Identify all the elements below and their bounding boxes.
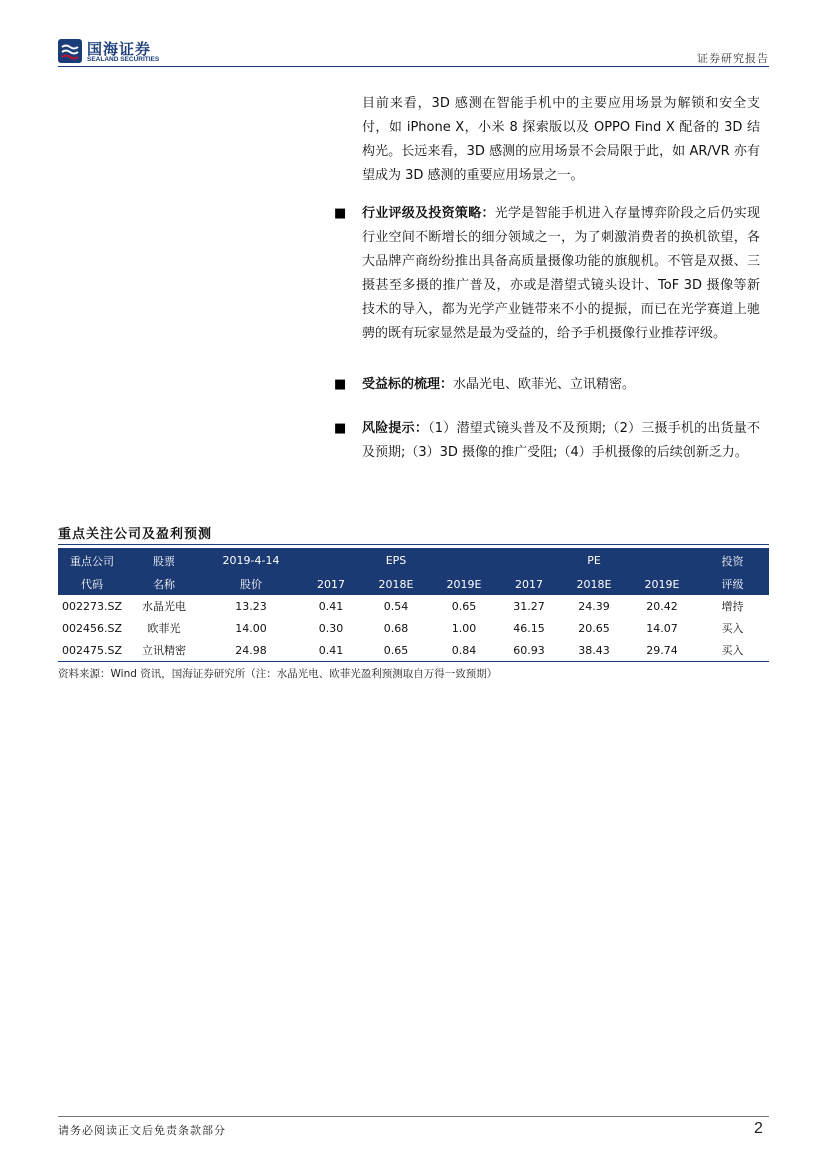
table-cell: 31.27	[513, 599, 545, 613]
table-cell: 买入	[696, 639, 769, 662]
bullet-body	[362, 373, 760, 397]
header-cell	[628, 548, 696, 573]
bullet-investment-strategy	[334, 202, 760, 346]
sealand-logo	[58, 38, 198, 68]
table-cell: 0.68	[383, 621, 409, 635]
table-cell: 29.74	[628, 639, 696, 662]
header-cell: 2019E	[628, 573, 696, 595]
header-cell: 2017	[498, 573, 560, 595]
bullet-body	[362, 417, 760, 465]
header-cell: 股价	[202, 573, 300, 595]
table-cell: 0.30	[318, 621, 344, 635]
bullet-text: 光学是智能手机进入存量博弈阶段之后仍实现行业空间不断增长的细分领域之一，为了刺激消费者的换机欲望，各大品牌产商纷纷推出具备高质量摄像功能的旗舰机。不管是双摄、三摄甚至多摄的推广普及，亦或是潜望式镜头设计、ToF 3D 摄像等新技术的导入，都为光学产业链带来不小的提振，而已在光学赛道上驰骋的既有玩家显然是最为受益的，给予手机摄像行业推荐评级。	[362, 206, 760, 341]
bullet-title: 行业评级及投资策略：	[362, 206, 495, 221]
table-cell: 0.54	[383, 599, 409, 613]
bullet-title: 风险提示：	[362, 421, 429, 436]
header-cell	[430, 548, 498, 573]
header-cell: 重点公司	[58, 548, 126, 573]
bullet-square-icon: ■	[334, 377, 347, 392]
header-cell: 评级	[696, 573, 769, 595]
forecast-table	[58, 548, 769, 662]
table-row	[58, 595, 769, 617]
table-cell: 14.07	[646, 621, 678, 635]
header-cell: 投资	[696, 548, 769, 573]
table-cell: 13.23	[235, 599, 267, 613]
bullet-text: 水晶光电、欧菲光、立讯精密。	[453, 377, 636, 392]
table-title-divider	[58, 544, 769, 545]
page-number: 2	[754, 1120, 763, 1137]
table-row	[58, 639, 769, 662]
bullet-square-icon: ■	[334, 421, 347, 436]
table-cell: 24.39	[578, 599, 610, 613]
footer-divider	[58, 1116, 769, 1117]
header-cell	[300, 548, 362, 573]
header-cell: 股票	[126, 548, 202, 573]
table-cell: 20.65	[578, 621, 610, 635]
table-cell: 24.98	[202, 639, 300, 662]
table-source-note: 资料来源：Wind 资讯，国海证券研究所（注：水晶光电、欧菲光盈利预测取自万得一致预期）	[58, 668, 498, 680]
header-cell: PE	[560, 548, 628, 573]
bullet-title: 受益标的梳理：	[362, 377, 454, 392]
bullet-risk-warning	[334, 417, 760, 465]
header-cell: 2018E	[560, 573, 628, 595]
table-cell: 60.93	[498, 639, 560, 662]
sealand-logo-icon	[58, 39, 82, 63]
logo-en-text: SEALAND SECURITIES	[87, 56, 160, 63]
table-cell: 水晶光电	[142, 600, 186, 613]
doc-type-label: 证券研究报告	[697, 52, 769, 65]
header-cell: 2019E	[430, 573, 498, 595]
table-cell: 0.84	[430, 639, 498, 662]
table-cell: 0.41	[318, 599, 344, 613]
table-cell: 002273.SZ	[61, 599, 122, 613]
table-cell: 立讯精密	[126, 639, 202, 662]
table-row	[58, 617, 769, 639]
table-cell: 0.65	[451, 599, 477, 613]
header-cell: 2019-4-14	[202, 548, 300, 573]
header-divider	[58, 66, 769, 67]
table-cell: 1.00	[451, 621, 477, 635]
header-cell: 2018E	[362, 573, 430, 595]
header-cell: 代码	[58, 573, 126, 595]
bullet-body	[362, 202, 760, 346]
table-cell: 0.65	[362, 639, 430, 662]
table-cell: 002456.SZ	[61, 621, 122, 635]
table-cell: 增持	[721, 600, 744, 613]
table-cell: 46.15	[513, 621, 545, 635]
table-cell: 欧菲光	[147, 622, 181, 635]
table-title: 重点关注公司及盈利预测	[58, 527, 213, 542]
footer-disclaimer: 请务必阅读正文后免责条款部分	[58, 1124, 226, 1137]
header-cell	[498, 548, 560, 573]
table-cell: 买入	[721, 622, 744, 635]
table-cell: 0.41	[300, 639, 362, 662]
header-cell: 2017	[300, 573, 362, 595]
paragraph-3d-sensing: 目前来看，3D 感测在智能手机中的主要应用场景为解锁和安全支付，如 iPhone X，小米 8 探索版以及 OPPO Find X 配备的 3D 结构光。长远来看，3D 感测的应用场景不会局限于此，如 AR/VR 亦有望成为 3D 感测的重要应用场景之一。	[362, 96, 760, 183]
table-cell: 20.42	[646, 599, 678, 613]
bullet-square-icon: ■	[334, 206, 347, 221]
table-header-row-1	[58, 548, 769, 573]
table-cell: 002475.SZ	[58, 639, 126, 662]
bullet-beneficiaries	[334, 373, 760, 397]
logo-cn-text: 国海证券	[87, 40, 152, 58]
bullet-text: （1）潜望式镜头普及不及预期;（2）三摄手机的出货量不及预期;（3）3D 摄像的推广受阻;（4）手机摄像的后续创新乏力。	[362, 421, 760, 460]
table-cell: 38.43	[560, 639, 628, 662]
table-header-row-2	[58, 573, 769, 595]
header-cell: EPS	[362, 548, 430, 573]
header-cell: 名称	[126, 573, 202, 595]
table-cell: 14.00	[235, 621, 267, 635]
